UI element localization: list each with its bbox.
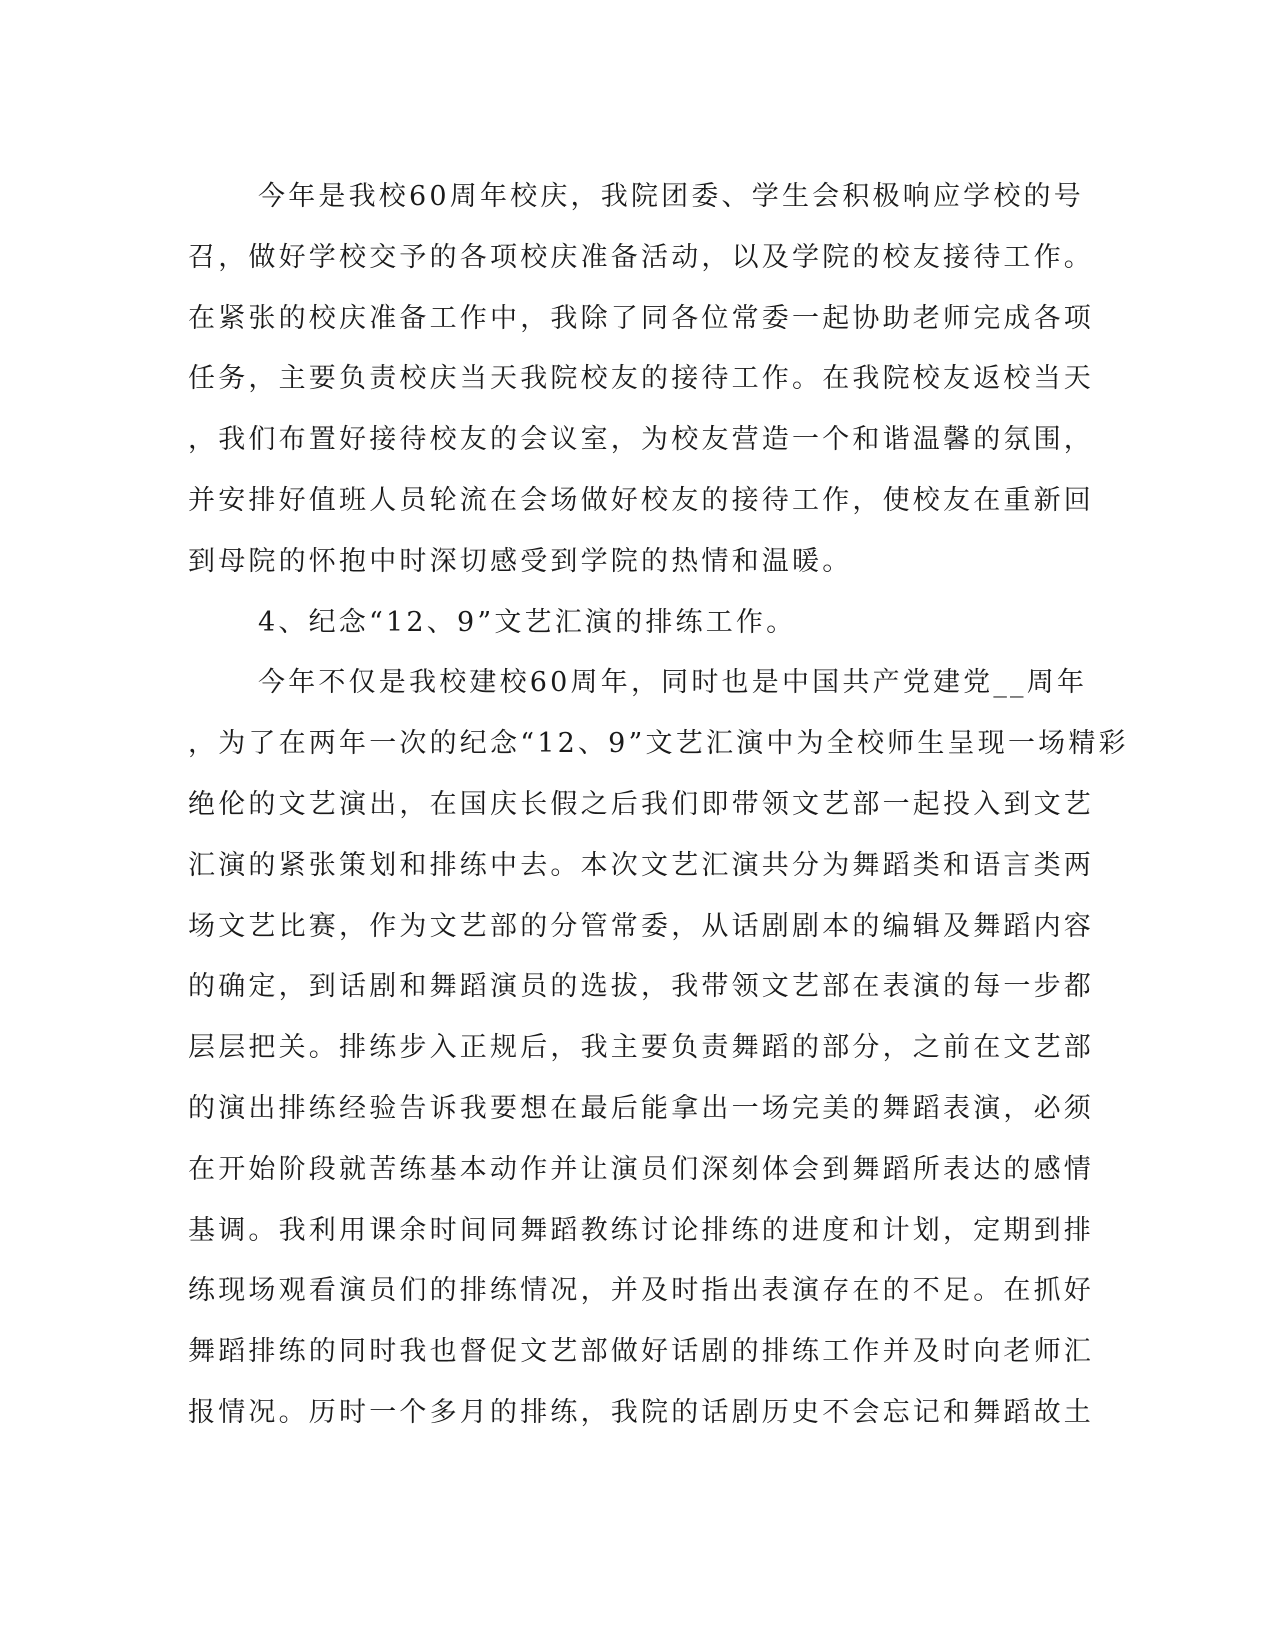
text-line: 任务，主要负责校庆当天我院校友的接待工作。在我院校友返校当天 [188,363,1094,395]
text-line: 基调。我利用课余时间同舞蹈教练讨论排练的进度和计划，定期到排 [188,1214,1094,1246]
text-line: 绝伦的文艺演出，在国庆长假之后我们即带领文艺部一起投入到文艺 [188,788,1094,820]
text-line: 在紧张的校庆准备工作中，我除了同各位常委一起协助老师完成各项 [188,302,1094,334]
text-line: 在开始阶段就苦练基本动作并让演员们深刻体会到舞蹈所表达的感情 [188,1153,1094,1185]
text-line: 练现场观看演员们的排练情况，并及时指出表演存在的不足。在抓好 [188,1275,1094,1307]
text-line: 并安排好值班人员轮流在会场做好校友的接待工作，使校友在重新回 [188,484,1094,516]
text-line: 舞蹈排练的同时我也督促文艺部做好话剧的排练工作并及时向老师汇 [188,1336,1094,1368]
text-line: 的确定，到话剧和舞蹈演员的选拔，我带领文艺部在表演的每一步都 [188,971,1094,1003]
text-line: 今年不仅是我校建校60周年，同时也是中国共产党建党__周年 [258,667,1088,699]
text-line: 今年是我校60周年校庆，我院团委、学生会积极响应学校的号 [258,181,1084,212]
text-line: 场文艺比赛，作为文艺部的分管常委，从话剧剧本的编辑及舞蹈内容 [188,910,1094,942]
text-line: ，我们布置好接待校友的会议室，为校友营造一个和谐温馨的氛围， [188,424,1094,456]
text-line: ，为了在两年一次的纪念“12、9”文艺汇演中为全校师生呈现一场精彩 [188,728,1129,760]
document-body [188,167,1129,1444]
text-line: 层层把关。排练步入正规后，我主要负责舞蹈的部分，之前在文艺部 [188,1032,1094,1064]
text-line: 的演出排练经验告诉我要想在最后能拿出一场完美的舞蹈表演，必须 [188,1092,1094,1124]
section-heading: 4、纪念“12、9”文艺汇演的排练工作。 [258,606,797,638]
text-line: 报情况。历时一个多月的排练，我院的话剧历史不会忘记和舞蹈故土 [188,1396,1094,1428]
text-line: 召，做好学校交予的各项校庆准备活动，以及学院的校友接待工作。 [188,241,1094,273]
text-line: 汇演的紧张策划和排练中去。本次文艺汇演共分为舞蹈类和语言类两 [188,849,1094,881]
text-line: 到母院的怀抱中时深切感受到学院的热情和温暖。 [188,545,853,577]
